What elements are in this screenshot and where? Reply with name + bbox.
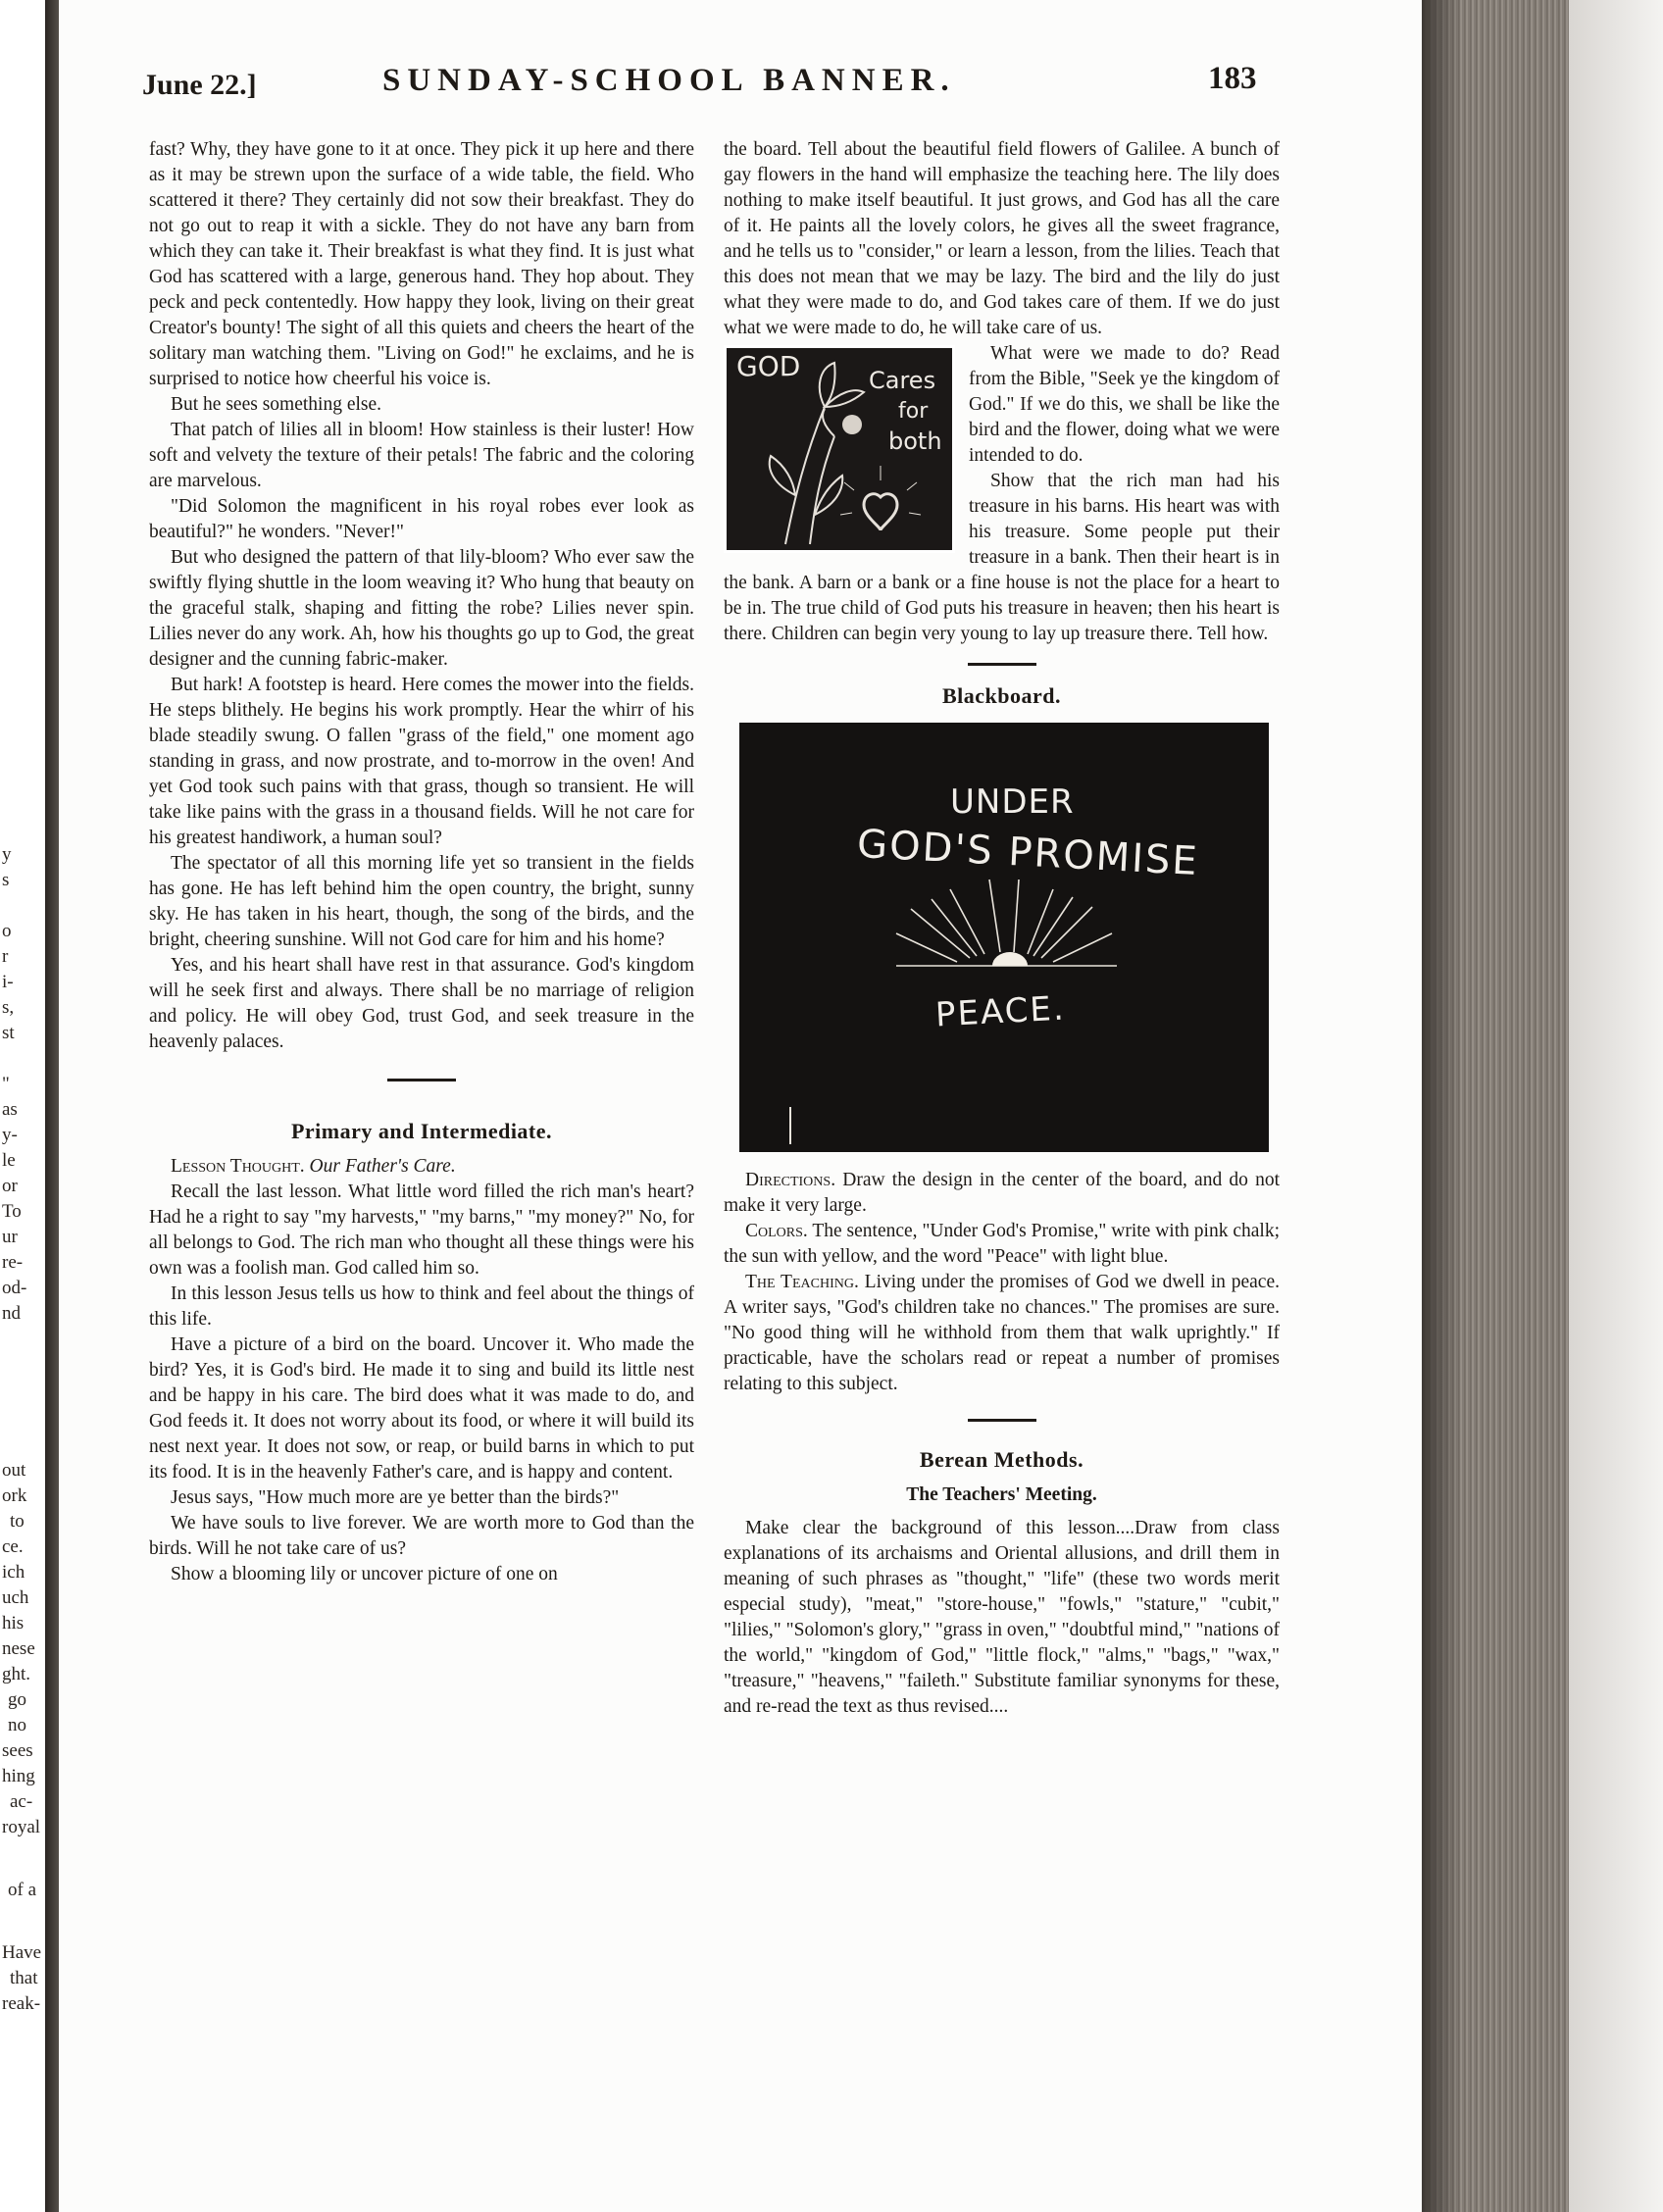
section-heading-blackboard: Blackboard. [941,683,1062,708]
margin-fragment: y- [2,1125,18,1145]
paragraph: In this lesson Jesus tells us how to think and feel about the things of this life. [149,1283,694,1330]
blackboard-text-gods-promise: GOD'S PROMISE [856,821,1200,885]
margin-fragment: s [2,870,10,890]
margin-fragment: i- [2,972,14,992]
paragraph: That patch of lilies all in bloom! How stainless is their luster! How soft and velvety the texture of their petals! The fabric and the coloring are marvelous. [149,420,694,491]
margin-fragment: to [10,1511,25,1532]
paragraph: Yes, and his heart shall have rest in that assurance. God's kingdom will he seek first and always. There shall be no marriage of religion and policy. He will obey God, trust God, and seek treasure in the heavenly palaces. [149,955,694,1052]
colors-text: The sentence, "Under God's Promise," write with pink chalk; the sun with yellow, and the word "Peace" with light blue. [724,1221,1280,1267]
margin-fragment: nd [2,1303,21,1324]
margin-fragment: Have [2,1942,42,1963]
margin-fragment: y [2,844,12,865]
colors-paragraph [724,1219,1280,1270]
lesson-thought [149,1154,694,1180]
margin-fragment: st [2,1023,15,1043]
section-divider [387,1079,456,1081]
paragraph: Show that the rich man had his treasure in his barns. His heart was with his treasure. Some people put their treasure in a bank. Then their heart is in the bank. A barn or a bank or a fine house is not the place for a heart to be in. The true child of God puts his treasure in heaven; then his heart is there. Children can begin very young to lay up treasure there. Tell how. [724,471,1280,644]
picture-text-both: both [888,427,942,455]
section-heading-primary: Primary and Intermediate. [290,1119,553,1143]
margin-fragment: sees [2,1740,33,1761]
directions-paragraph [724,1168,1280,1219]
margin-fragment: ur [2,1227,18,1247]
right-column [724,137,1280,1720]
left-column [149,137,694,1587]
margin-fragment: as [2,1099,18,1120]
margin-fragment: r [2,946,9,967]
margin-fragment: that [10,1968,38,1988]
margin-fragment: reak- [2,1993,41,2014]
margin-fragment: no [8,1715,26,1735]
teaching-text: Living under the promises of God we dwell in peace. A writer says, "God's children take no chances." The promises are sure. "No good thing will he withhold from them that walk uprightly." If practicable, have the scholars read or repeat a number of promises relating to this subject. [724,1272,1280,1394]
margin-fragment: To [2,1201,22,1222]
book-edge-shadow [1422,0,1461,2212]
picture-text-cares: Cares [869,367,936,394]
paragraph: Show a blooming lily or uncover picture of one on [171,1564,558,1584]
margin-fragment: le [2,1150,16,1171]
lesson-thought-label: Lesson Thought. [171,1156,305,1177]
margin-fragment: nese [2,1638,35,1659]
directions-label: Directions. [745,1170,836,1190]
margin-fragment: o [2,921,12,941]
paragraph: Jesus says, "How much more are ye better than the birds?" [171,1487,620,1508]
picture-text-for: for [898,399,929,424]
subheading-teachers-meeting: The Teachers' Meeting. [906,1484,1097,1505]
paragraph: We have souls to live forever. We are worth more to God than the birds. Will he not take care of us? [149,1513,694,1559]
margin-fragment: ac- [10,1791,33,1812]
adjacent-page-strip [0,0,47,2212]
teaching-paragraph [724,1270,1280,1397]
page-gutter-shadow [45,0,59,2212]
picture-text-god: GOD [736,350,801,382]
margin-fragment: royal [2,1817,41,1837]
god-cares-for-both-illustration [724,345,955,553]
margin-fragment: hing [2,1766,35,1786]
margin-fragment: re- [2,1252,24,1273]
header-title: SUNDAY-SCHOOL BANNER. [382,63,956,98]
paragraph: Have a picture of a bird on the board. Uncover it. Who made the bird? Yes, it is God's bird. He made it to sing and build its little nest and be happy in his care. The bird does what it was made to do, and God feeds it. It does not worry about its food, or where it will build its nest next year. It does not sow, or reap, or build barns in which to put its food. It is in the heavenly Father's care, and is happy and content. [149,1334,694,1483]
background-surface [1569,0,1663,2212]
margin-fragment: or [2,1176,18,1196]
paragraph: But who designed the pattern of that lily-bloom? Who ever saw the swiftly flying shuttle in the loom weaving it? Who hung that beauty on the graceful stalk, shaping and fitting the robe? Lilies never spin. Lilies never do any work. Ah, how his thoughts go up to God, the great designer and the cunning fabric-maker. [149,547,694,670]
margin-fragment: out [2,1460,26,1481]
margin-fragment: of a [8,1880,37,1900]
blackboard-illustration [739,723,1269,1152]
paragraph: But hark! A footstep is heard. Here comes the mower into the fields. He steps blithely. He begins his work promptly. Hear the whirr of his blade steadily swung. O fallen "grass of the field," one moment ago standing in grass, and now prostrate, and to-morrow in the oven! And yet God took such pains with that grass, though so transient. He will take like pains with the grass in a thousand fields. Will he not care for his greatest handiwork, a human soul? [149,675,694,848]
paragraph: fast? Why, they have gone to it at once. They pick it up here and there as it may be strewn upon the surface of a wide table, the field. Who scattered it there? They certainly did not sow their breakfast. They do not go out to reap it with a sickle. They do not have any barn from which they can take it. Their breakfast is what they find. It is just what God has scattered with a large, generous hand. They hop about. They peck and peck contentedly. How happy they look, living on their great Creator's bounty! The sight of all this quiets and cheers the heart of the solitary man watching them. "Living on God!" he exclaims, and he is surprised to notice how cheerful his voice is. [149,139,694,389]
margin-fragment: go [8,1689,26,1710]
paragraph: Make clear the background of this lesson....Draw from class explanations of its archaisms and Oriental allusions, and drill them in meaning of such phrases as "thought," "life" (these two words merit especial study), "meat," "store-house," "fowls," "stature," "cubit," "lilies," "Solomon's glory," "grass in oven," "doubtful mind," "nations of the world," "kingdom of God," "little flock," "alms," "bags," "wax," "treasure," "heavens," "faileth." Substitute familiar synonyms for these, and re-read the text as thus revised.... [724,1518,1280,1717]
header-date: June 22.] [142,69,257,101]
section-divider [968,663,1036,666]
directions-text: Draw the design in the center of the board, and do not make it very large. [724,1170,1281,1216]
margin-fragment: " [2,1074,10,1094]
margin-fragment: uch [2,1587,29,1608]
blackboard-text-peace: PEACE. [934,988,1067,1035]
paragraph: But he sees something else. [171,394,382,415]
section-heading-berean: Berean Methods. [919,1447,1084,1472]
colors-label: Colors. [745,1221,808,1241]
paragraph: Recall the last lesson. What little word filled the rich man's heart? Had he a right to say "my harvests," "my barns," "my money?" No, for all belongs to God. The rich man who thought all these things were his own was a foolish man. God called him so. [149,1181,694,1279]
blackboard-text-under: UNDER [950,782,1075,822]
teaching-label: The Teaching. [745,1272,859,1292]
margin-fragment: ce. [2,1536,24,1557]
margin-fragment: s, [2,997,15,1018]
margin-fragment: his [2,1613,25,1634]
paragraph: What were we made to do? Read from the Bible, "Seek ye the kingdom of God." If we do this, we shall be like the bird and the flower, doing what we were intended to do. [969,343,1280,466]
margin-fragment: od- [2,1278,27,1298]
margin-fragment: ork [2,1485,27,1506]
page-number: 183 [1208,61,1257,96]
paragraph: the board. Tell about the beautiful field flowers of Galilee. A bunch of gay flowers in the hand will emphasize the teaching here. The lily does nothing to make itself beautiful. It just grows, and God has all the care of it. He paints all the lovely colors, he gives all the sweet fragrance, and he tells us to "consider," or learn a lesson, from the lilies. Teach that this does not mean that we may be lazy. The bird and the lily do just what they were made to do, and God takes care of them. If we do just what we were made to do, he will take care of us. [724,139,1280,338]
lesson-thought-text: Our Father's Care. [309,1156,456,1177]
margin-fragment: ght. [2,1664,31,1684]
paragraph: The spectator of all this morning life yet so transient in the fields has gone. He has left behind him the open country, the bright, sunny sky. He has taken in his heart, though, the song of the birds, and the bright, cheering sunshine. Will not God care for him and his home? [149,853,694,950]
section-divider [968,1419,1036,1422]
paragraph: "Did Solomon the magnificent in his royal robes ever look as beautiful?" he wonders. "Never!" [149,496,694,542]
margin-fragment: ich [2,1562,25,1583]
